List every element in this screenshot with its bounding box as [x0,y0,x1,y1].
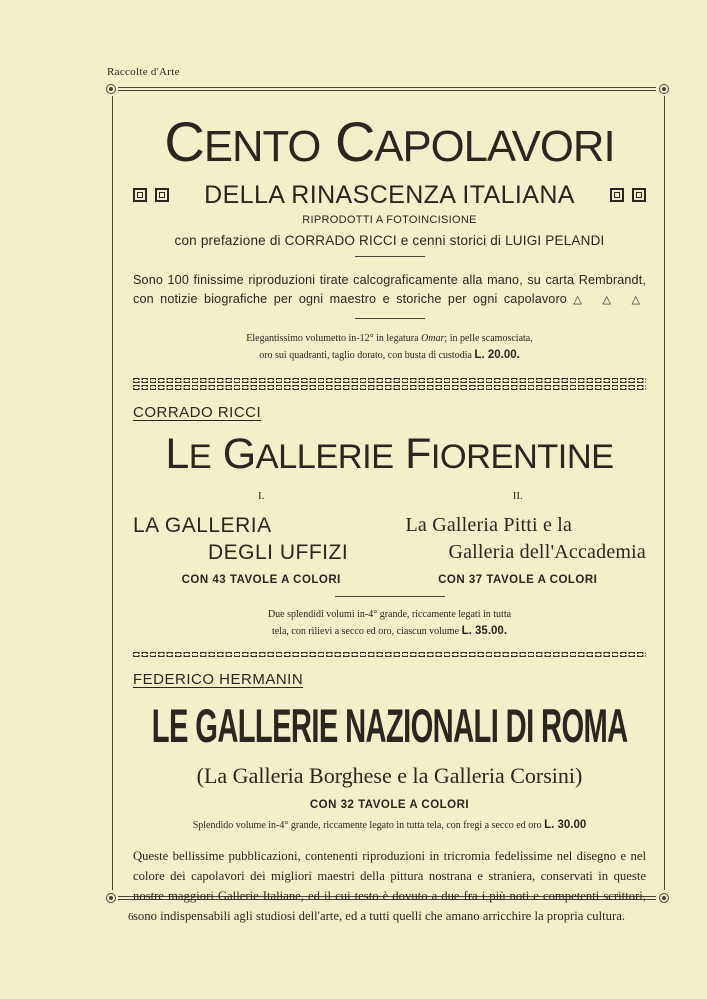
square-ornament-icon [133,188,147,202]
triangle-ornaments-icon: △ △ △ [573,294,647,306]
rinascenza-subtitle: DELLA RINASCENZA ITALIANA [204,180,575,209]
preface-credit: con prefazione di CORRADO RICCI e cenni storici di LUIGI PELANDI [174,233,605,248]
frame-top-rule-inner [118,90,656,91]
square-ornament-icon [610,188,624,202]
decorative-band [133,378,646,390]
volume-columns [133,490,646,586]
binding-text: ; in pelle scamosciata, [444,333,533,344]
ricci-author: CORRADO RICCI [133,404,262,421]
corner-ornament-icon [106,893,116,903]
volume-plates: CON 37 TAVOLE A COLORI [438,574,598,586]
decorative-band [133,652,646,659]
hermanin-author: FEDERICO HERMANIN [133,671,304,688]
band-row [133,652,646,657]
volume-numeral: II. [512,490,523,502]
band-row [133,378,646,383]
volume-plates: CON 43 TAVOLE A COLORI [181,574,341,586]
page-number: 6 [128,911,134,923]
price: L. 20.00. [474,349,520,361]
title-initial: F [405,430,431,478]
title-initial: C [334,110,375,173]
title-word: IORENTINE [430,438,614,476]
cento-binding-price [133,331,646,364]
corner-ornament-icon [659,84,669,94]
square-ornaments-right [610,188,646,202]
title-word: E [188,438,212,476]
title-initial: L [165,430,189,478]
binding-text: Splendido volume in-4° grande, riccamente legato in tutta tela, con fregi a secco ed oro [192,820,542,831]
title-word: ENTO [203,122,321,171]
volume-two [390,490,647,586]
price: L. 30.00 [544,819,587,831]
short-rule [335,596,445,597]
title-initial: G [222,430,256,478]
advertisement-column [133,104,646,926]
description-line: Sono 100 finissime riproduzioni tirate calcograficamente alla mano, su carta Rembrandt, [133,273,646,287]
square-ornament-icon [155,188,169,202]
price: L. 35.00. [461,625,508,637]
corner-ornament-icon [106,84,116,94]
band-row [133,385,646,390]
title-word: ALLERIE [255,438,394,476]
title-word: APOLAVORI [374,122,615,171]
rinascenza-subtitle-row [133,181,646,209]
volume-title-line: La Galleria Pitti e la [405,514,573,536]
binding-text: oro sui quadranti, taglio dorato, con busta di custodia [259,350,472,361]
frame-right-rule [664,96,665,890]
corner-ornament-icon [659,893,669,903]
frame-left-rule [112,96,113,890]
nazionali-subtitle: (La Galleria Borghese e la Galleria Corsini) [196,763,583,788]
volume-title-line: Galleria dell'Accademia [448,541,646,563]
binding-text: tela, con rilievi a secco ed oro, ciascun volume [271,626,460,637]
cento-description-2 [133,290,646,310]
running-head: Raccolte d'Arte [107,66,180,78]
binding-italic: Omar [421,333,445,344]
square-ornaments-left [133,188,169,202]
short-rule [355,256,425,257]
square-ornament-icon [632,188,646,202]
frame-top-rule [118,87,656,88]
title-initial: C [164,110,204,173]
reproduction-note: RIPRODOTTI A FOTOINCISIONE [302,214,477,226]
cento-description [133,271,646,290]
binding-text: Due splendidi volumi in-4° grande, riccamente legati in tutta [267,609,512,620]
volume-one [133,490,390,586]
nazionali-binding-price [133,817,646,834]
fiorentine-binding-price [133,607,646,640]
binding-text: Elegantissimo volumetto in-12° in legatura [246,333,419,344]
volume-numeral: I. [258,490,265,502]
cento-capolavori-title [133,110,646,173]
volume-title-line: LA GALLERIA [133,514,272,537]
nazionali-title-wrap [133,688,646,752]
gallerie-nazionali-title: LE GALLERIE NAZIONALI DI ROMA [151,699,628,752]
nazionali-description: Queste bellissime pubblicazioni, contenenti riproduzioni in tricromia fedelissime nel disegno e nel colore dei capolavori dei migliori maestri della pittura nostrana e straniera, conservati in queste nostre maggiori Gallerie Italiane, ed il cui testo è dovuto a due fra i più noti e competenti scrittori, sono indispensabili agli studiosi dell'arte, ed a tutti quelli che amano arricchire la propria cultura. [133,849,646,923]
nazionali-plates: CON 32 TAVOLE A COLORI [309,799,470,811]
short-rule [355,318,425,319]
gallerie-fiorentine-title [133,430,646,478]
description-line: con notizie biografiche per ogni maestro e storiche per ogni capolavoro [133,292,567,306]
volume-title-line: DEGLI UFFIZI [208,541,349,564]
